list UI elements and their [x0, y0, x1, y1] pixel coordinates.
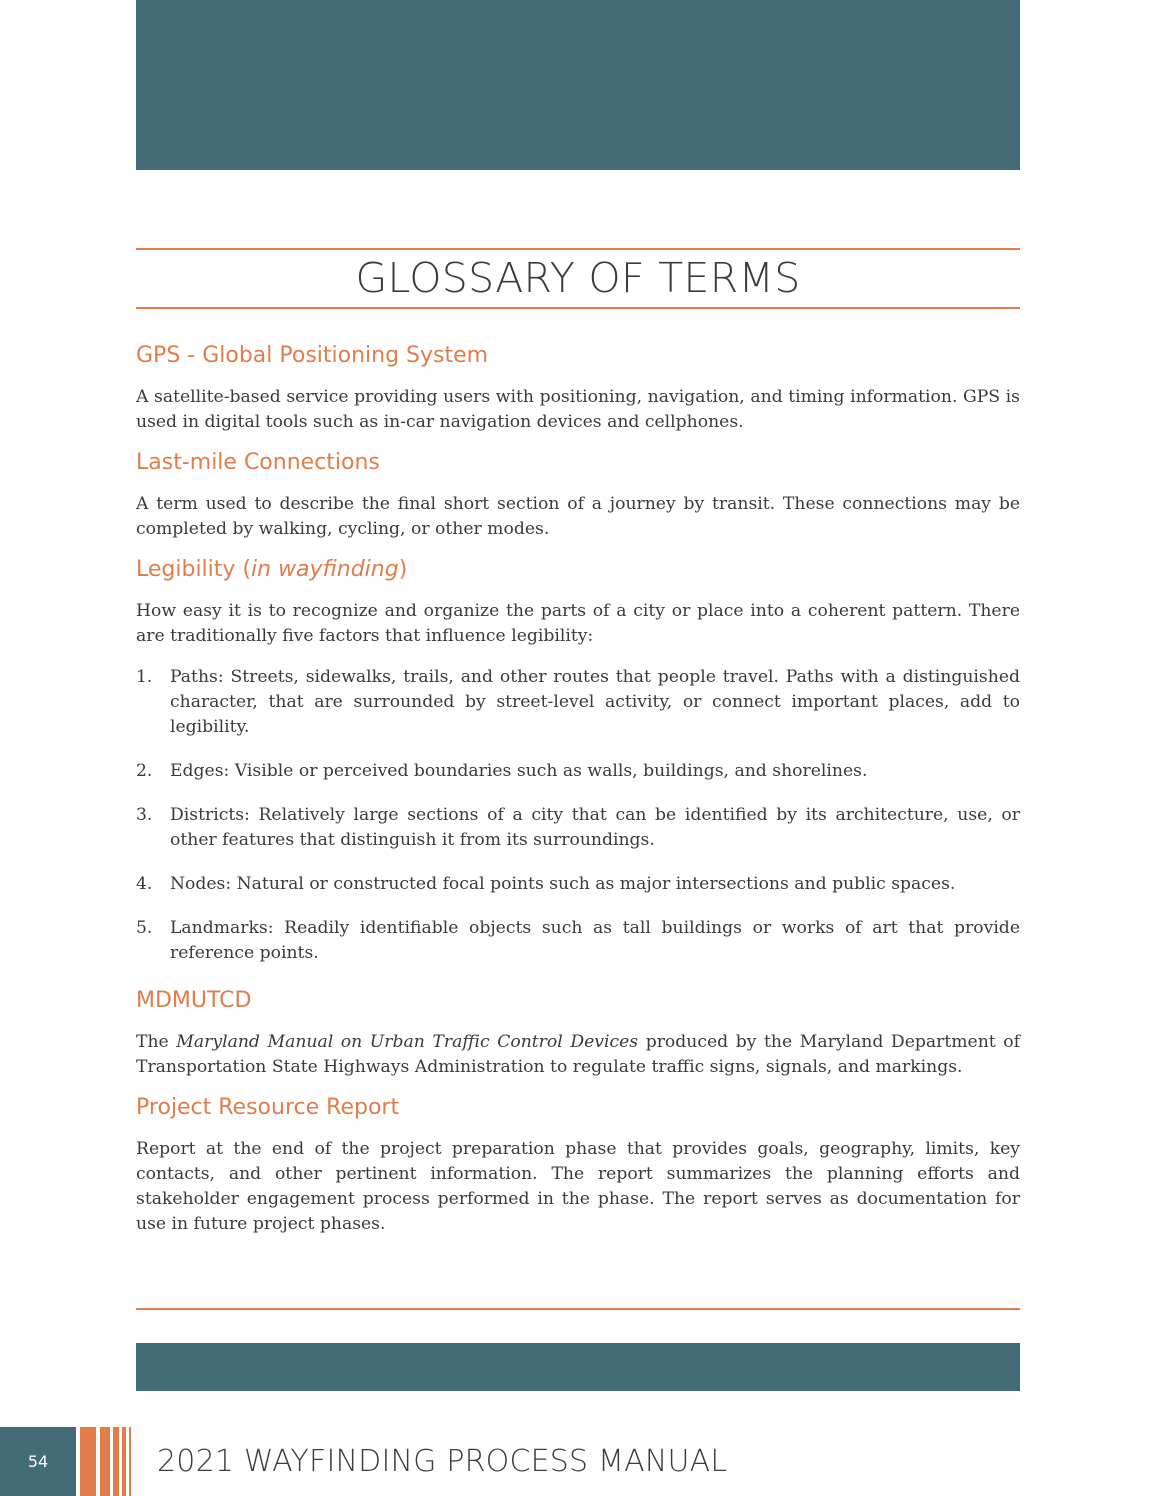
term-heading-gps: GPS - Global Positioning System [136, 343, 489, 368]
list-item-text: Edges: Visible or perceived boundaries such as walls, buildings, and shorelines. [170, 761, 868, 781]
list-item-text: Landmarks: Readily identifiable objects such as tall buildings or works of art that provide reference points. [170, 918, 1020, 963]
term-heading-legibility [136, 554, 1020, 586]
mdmutcd-def-manual-title: Maryland Manual on Urban Traffic Control Devices [176, 1032, 639, 1052]
list-item-number: 2. [136, 761, 153, 781]
list-item [136, 803, 1020, 853]
list-item-number: 4. [136, 874, 153, 894]
footer-stripe [113, 1427, 119, 1496]
term-heading-mdmutcd: MDMUTCD [136, 988, 252, 1013]
list-item-text: Districts: Relatively large sections of a city that can be identified by its architecture, use, or other features that distinguish it from its surroundings. [170, 805, 1020, 850]
list-item [136, 916, 1020, 966]
list-item [136, 759, 1020, 784]
footer-stripe [100, 1427, 110, 1496]
footer-color-band [136, 1343, 1020, 1391]
footer-stripe [129, 1427, 131, 1496]
title-top-rule [136, 248, 1020, 250]
list-item-number: 3. [136, 805, 153, 825]
term-heading-legibility-close: ) [398, 557, 408, 582]
term-definition-last-mile: A term used to describe the final short section of a journey by transit. These connections may be completed by walking, cycling, or other modes. [136, 494, 1020, 539]
mdmutcd-def-rest: produced by the Maryland Department of Transportation State Highways Administration to regulate traffic signs, signals, and markings. [136, 1032, 1020, 1077]
term-heading-legibility-main: Legibility ( [136, 557, 252, 582]
list-item-text: Paths: Streets, sidewalks, trails, and other routes that people travel. Paths with a distinguished character, that are surrounded by street-level activity, or connect important places, add to legibility. [170, 667, 1020, 737]
legibility-factors-list [136, 665, 1020, 966]
footer-stripe [80, 1427, 96, 1496]
term-heading-project-resource-report: Project Resource Report [136, 1095, 400, 1120]
page-number-text: 54 [27, 1452, 49, 1471]
title-bottom-rule [136, 307, 1020, 309]
glossary-content [136, 340, 1020, 1249]
footer-document-title: 2021 WAYFINDING PROCESS MANUAL [157, 1444, 728, 1479]
list-item [136, 872, 1020, 897]
list-item-number: 5. [136, 918, 153, 938]
list-item [136, 665, 1020, 740]
list-item-number: 1. [136, 667, 153, 687]
mdmutcd-def-lead: The [136, 1032, 177, 1052]
page-title: GLOSSARY OF TERMS [355, 254, 801, 302]
header-color-band [136, 0, 1020, 170]
term-definition-gps: A satellite-based service providing users with positioning, navigation, and timing information. GPS is used in digital tools such as in-car navigation devices and cellphones. [136, 387, 1020, 432]
page-number [0, 1427, 76, 1496]
term-definition-mdmutcd [136, 1030, 1020, 1080]
term-definition-project-resource-report: Report at the end of the project preparation phase that provides goals, geography, limits, key contacts, and other pertinent information. The report summarizes the planning efforts and stakeholder engagement process performed in the phase. The report serves as documentation for use in future project phases. [136, 1139, 1020, 1234]
footer-stripe [122, 1427, 126, 1496]
term-definition-legibility: How easy it is to recognize and organize the parts of a city or place into a coherent pattern. There are traditionally five factors that influence legibility: [136, 601, 1020, 646]
list-item-text: Nodes: Natural or constructed focal points such as major intersections and public spaces. [170, 874, 956, 894]
term-heading-last-mile: Last-mile Connections [136, 450, 380, 475]
term-heading-legibility-qualifier: in wayfinding [251, 557, 399, 582]
footer-rule [136, 1308, 1020, 1310]
